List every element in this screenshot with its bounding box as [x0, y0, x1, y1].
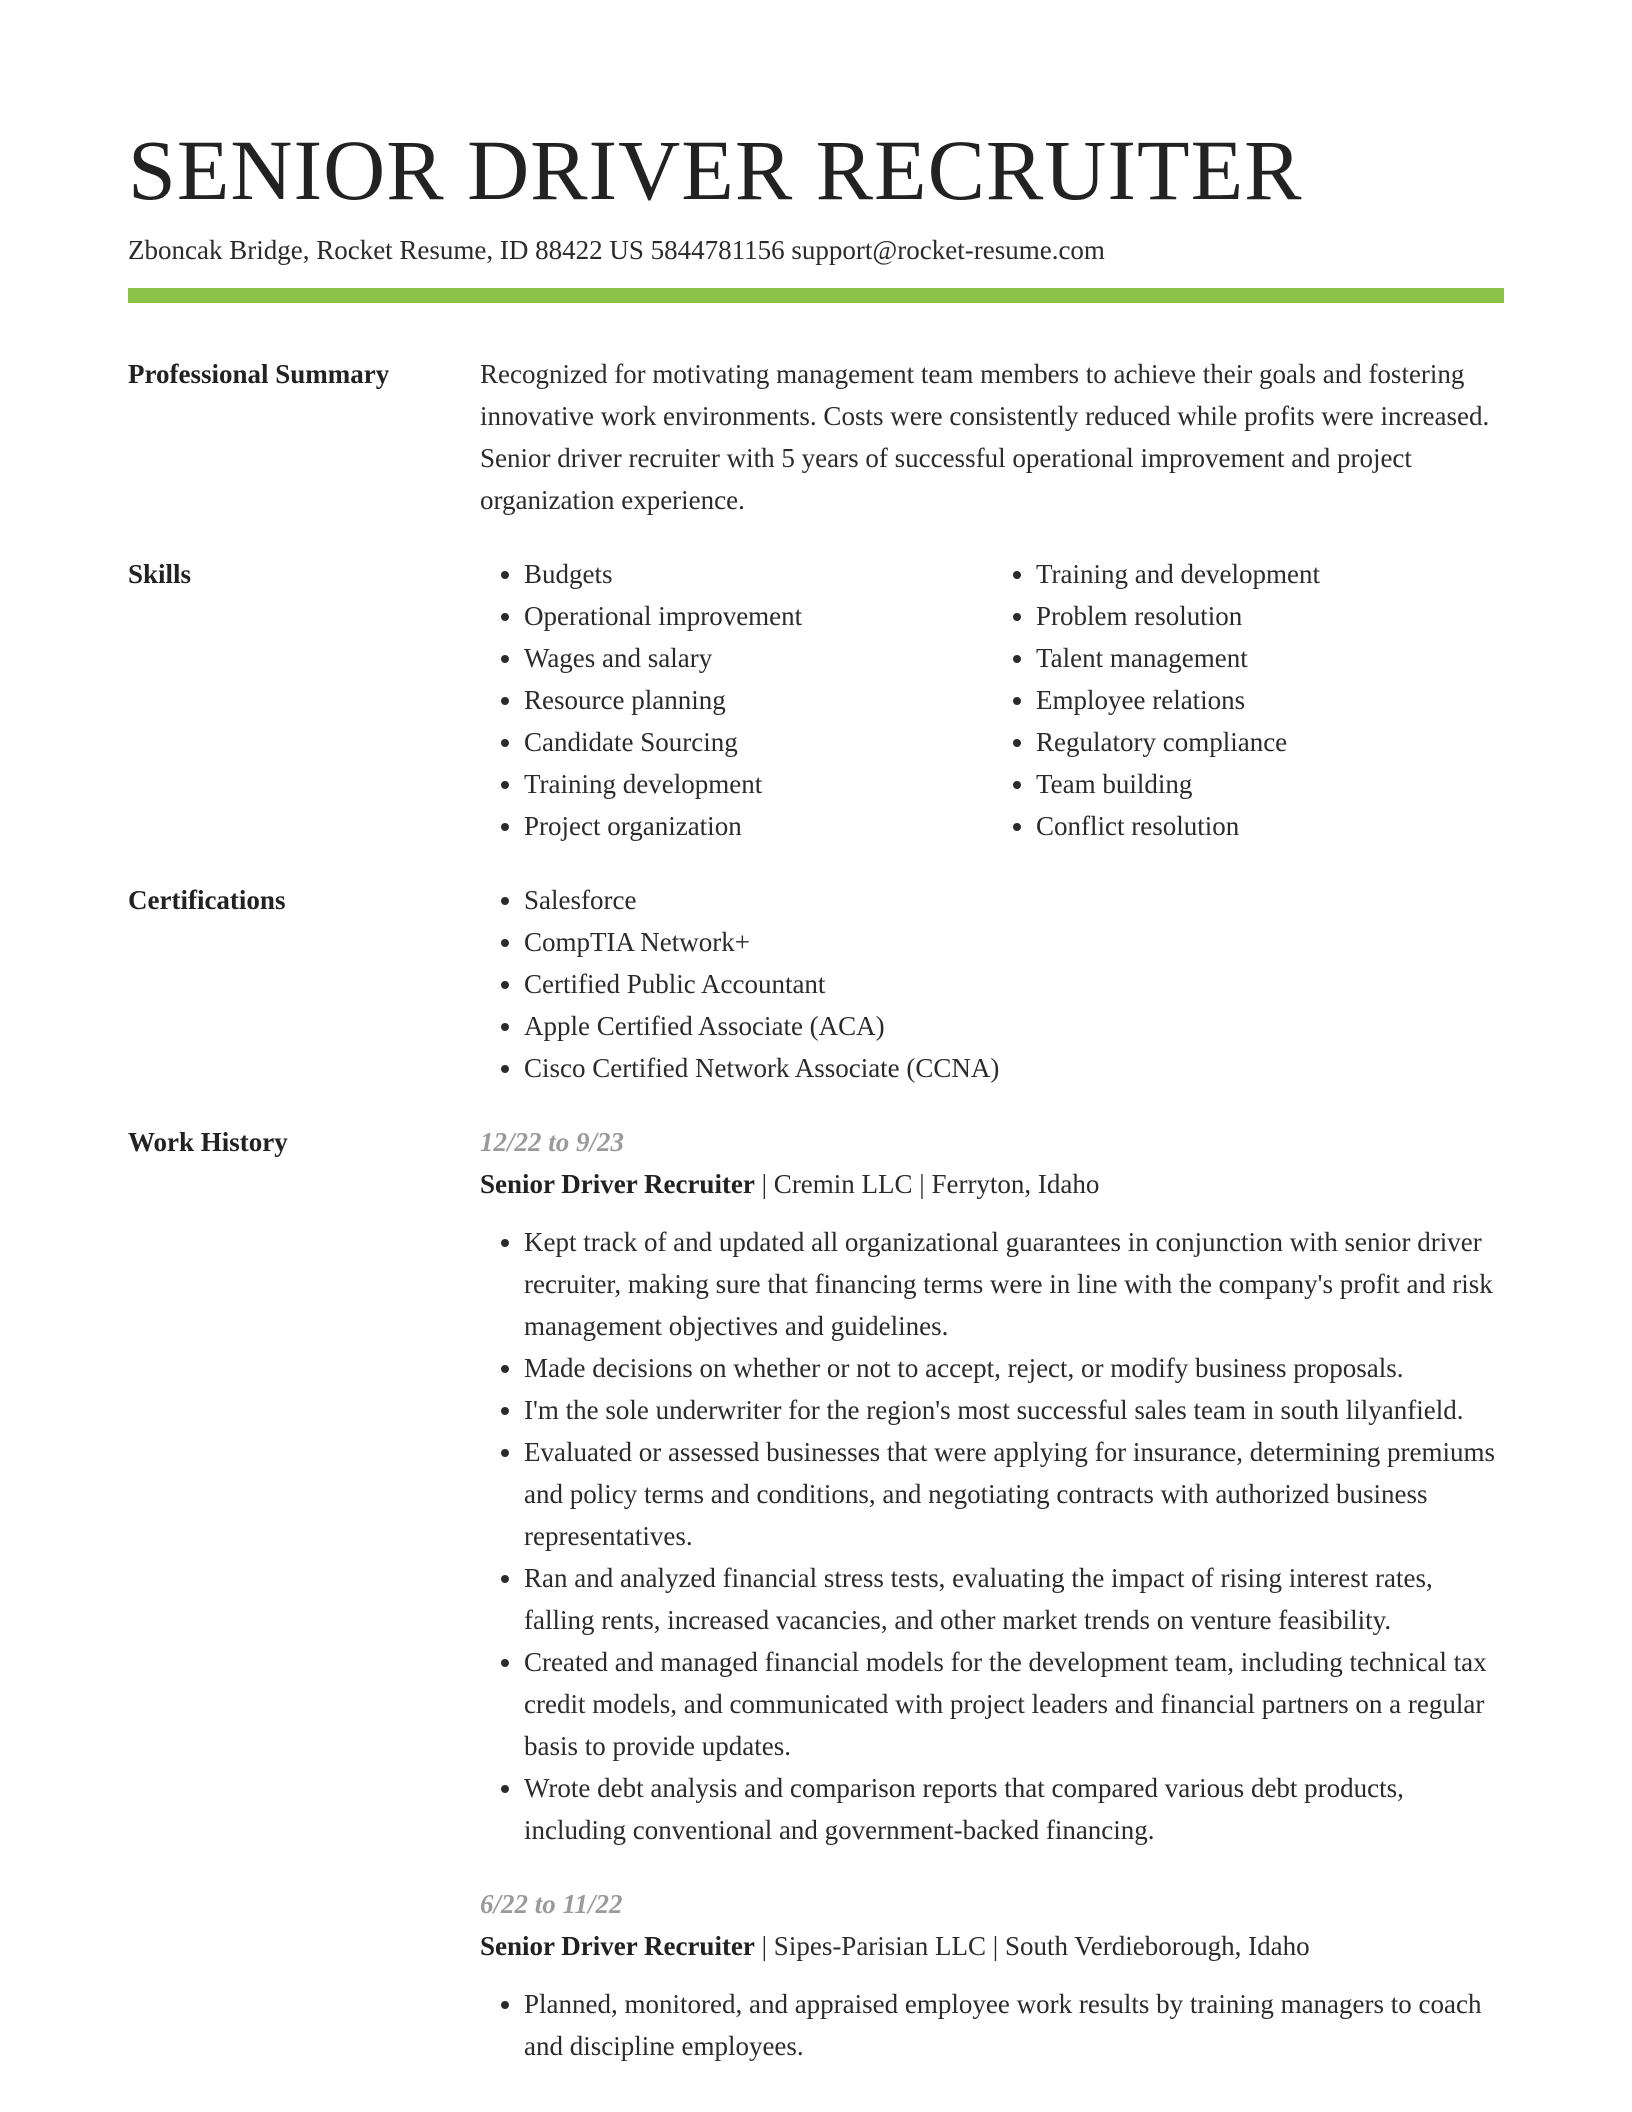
contact-line: Zboncak Bridge, Rocket Resume, ID 88422 US 5844781156 support@rocket-resume.com [128, 235, 1105, 265]
skills-list-right [992, 553, 1504, 847]
job-bullet: • Planned, monitored, and appraised employee work results by training managers to coach and discipline employees. [524, 1983, 1504, 2067]
job-company-location: | Sipes-Parisian LLC | South Verdieborough, Idaho [754, 1931, 1310, 1961]
certifications-body [480, 879, 1504, 1089]
skill-item: • Problem resolution [1036, 595, 1504, 637]
skill-item: • Conflict resolution [1036, 805, 1504, 847]
certification-item: • Apple Certified Associate (ACA) [524, 1005, 1504, 1047]
job-entry [480, 1121, 1504, 1851]
job-title: Senior Driver Recruiter [480, 1931, 755, 1961]
work-history-body [480, 1121, 1504, 2067]
skill-item: • Training and development [1036, 553, 1504, 595]
resume-page [128, 118, 1504, 2067]
skills-label: Skills [128, 559, 192, 589]
job-bullet: • Evaluated or assessed businesses that were applying for insurance, determining premiums and policy terms and conditions, and negotiating contracts with authorized business representatives. [524, 1431, 1504, 1557]
work-history-section [128, 1121, 1504, 2067]
job-entry [480, 1883, 1504, 2067]
job-company-location: | Cremin LLC | Ferryton, Idaho [754, 1169, 1100, 1199]
skill-item: • Project organization [524, 805, 992, 847]
certification-item: • Cisco Certified Network Associate (CCNA) [524, 1047, 1504, 1089]
skill-item: • Talent management [1036, 637, 1504, 679]
skill-item: • Wages and salary [524, 637, 992, 679]
job-bullet: • Ran and analyzed financial stress tests, evaluating the impact of rising interest rates, falling rents, increased vacancies, and other market trends on venture feasibility. [524, 1557, 1504, 1641]
skill-item: • Operational improvement [524, 595, 992, 637]
skill-item: • Candidate Sourcing [524, 721, 992, 763]
certifications-list [480, 879, 1504, 1089]
certifications-label: Certifications [128, 885, 286, 915]
skill-item: • Resource planning [524, 679, 992, 721]
certification-item: • Salesforce [524, 879, 1504, 921]
summary-text: Recognized for motivating management team members to achieve their goals and fostering innovative work environments. Costs were consistently reduced while profits were increased. Senior driver recruiter with 5 years of successful operational improvement and project organization experience. [480, 359, 1490, 515]
summary-label: Professional Summary [128, 359, 390, 389]
job-dates: 6/22 to 11/22 [480, 1889, 623, 1919]
skills-section [128, 553, 1504, 847]
job-heading [480, 1925, 1504, 1967]
job-bullets [480, 1221, 1504, 1851]
accent-divider [128, 288, 1504, 303]
summary-section [128, 353, 1504, 521]
certification-item: • Certified Public Accountant [524, 963, 1504, 1005]
job-dates: 12/22 to 9/23 [480, 1127, 625, 1157]
skill-item: • Team building [1036, 763, 1504, 805]
job-bullet: • I'm the sole underwriter for the region's most successful sales team in south lilyanfield. [524, 1389, 1504, 1431]
job-bullet: • Kept track of and updated all organizational guarantees in conjunction with senior driver recruiter, making sure that financing terms were in line with the company's profit and risk management objectives and guidelines. [524, 1221, 1504, 1347]
resume-title: SENIOR DRIVER RECRUITER [128, 122, 1303, 218]
skill-item: • Regulatory compliance [1036, 721, 1504, 763]
job-bullet: • Created and managed financial models for the development team, including technical tax credit models, and communicated with project leaders and financial partners on a regular basis to provide updates. [524, 1641, 1504, 1767]
job-bullets [480, 1983, 1504, 2067]
certifications-section [128, 879, 1504, 1089]
skills-columns [480, 553, 1504, 847]
skill-item: • Budgets [524, 553, 992, 595]
skill-item: • Employee relations [1036, 679, 1504, 721]
job-title: Senior Driver Recruiter [480, 1169, 755, 1199]
job-heading [480, 1163, 1504, 1205]
skills-list-left [480, 553, 992, 847]
job-bullet: • Made decisions on whether or not to accept, reject, or modify business proposals. [524, 1347, 1504, 1389]
job-bullet: • Wrote debt analysis and comparison reports that compared various debt products, including conventional and government-backed financing. [524, 1767, 1504, 1851]
certification-item: • CompTIA Network+ [524, 921, 1504, 963]
skill-item: • Training development [524, 763, 992, 805]
work-history-label: Work History [128, 1127, 288, 1157]
